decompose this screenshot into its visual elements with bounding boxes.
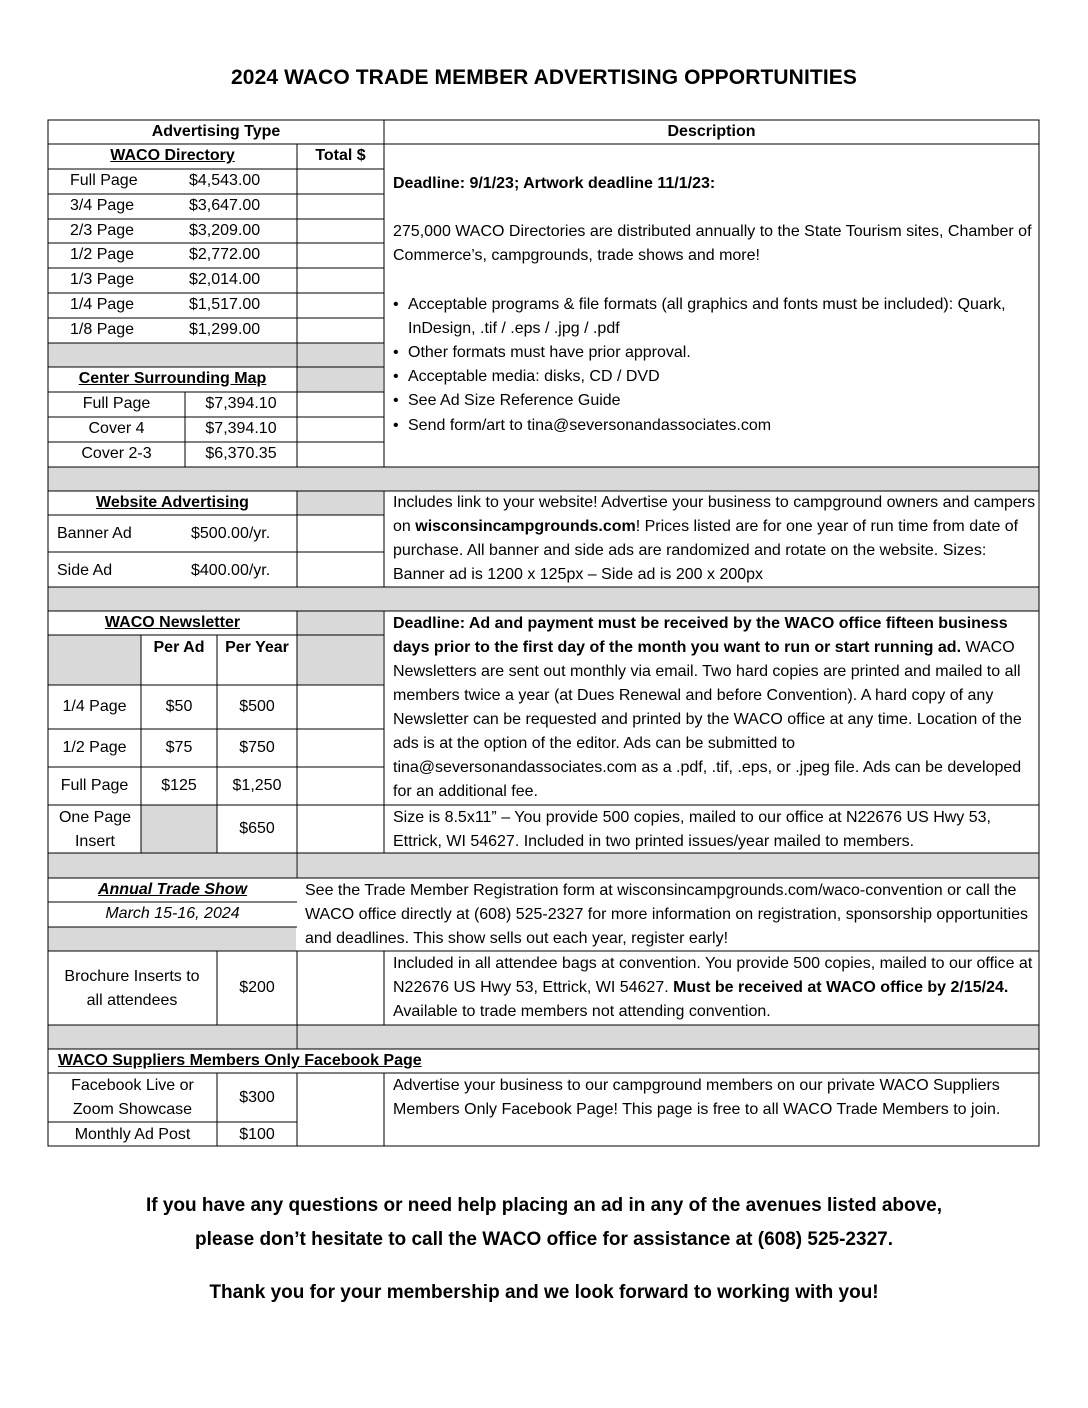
directory-row-price: $2,772.00 — [189, 246, 261, 263]
per-ad-header: Per Ad — [153, 639, 205, 656]
gray-filler — [48, 635, 141, 685]
map-row-label: Full Page — [82, 395, 151, 412]
directory-row-price: $4,543.00 — [189, 172, 261, 189]
section-separator — [48, 853, 296, 878]
trade-show-date: March 15-16, 2024 — [105, 905, 240, 922]
website-row-price: $400.00/yr. — [191, 562, 271, 579]
directory-row-label: 1/8 Page — [70, 321, 135, 338]
directory-bullet: • See Ad Size Reference Guide — [393, 389, 1037, 413]
directory-row-label: Full Page — [70, 172, 138, 189]
gray-filler — [48, 343, 296, 367]
map-row-price: $7,394.10 — [205, 395, 277, 412]
brochure-description: Included in all attendee bags at convention. You provide 500 copies, mailed to our office at N22676 US Hwy 53, Ettrick, WI 54627. Must be received at WACO office by 2/15/24. Available to trade members not attending convention. — [393, 955, 1033, 1020]
directory-bullet: • Other formats must have prior approval. — [393, 341, 1037, 365]
newsletter-row-label: 1/2 Page — [62, 739, 127, 756]
directory-row-price: $3,209.00 — [189, 222, 261, 239]
gray-filler — [297, 491, 383, 515]
directory-row-label: 1/4 Page — [70, 296, 135, 313]
trade-show-heading: Annual Trade Show — [97, 881, 248, 898]
facebook-row-price: $300 — [239, 1089, 275, 1106]
gray-filler — [48, 927, 296, 951]
map-row-label: Cover 4 — [88, 420, 145, 437]
footer-thanks: Thank you for your membership and we look forward to working with you! — [209, 1282, 879, 1303]
directory-deadline: Deadline: 9/1/23; Artwork deadline 11/1/23: — [393, 175, 716, 192]
directory-row-price: $2,014.00 — [189, 271, 261, 288]
directory-intro: 275,000 WACO Directories are distributed annually to the State Tourism sites, Chamber of Commerce’s, campgrounds, trade shows and more! — [393, 223, 1032, 265]
newsletter-per-year: $1,250 — [232, 777, 282, 794]
insert-description: Size is 8.5x11” – You provide 500 copies, mailed to our office at N22676 US Hwy 53, Ettrick, WI 54627. Included in two printed issues/year mailed to members. — [393, 809, 991, 850]
gray-filler — [297, 343, 383, 367]
section-separator — [48, 467, 1039, 491]
newsletter-per-year: $750 — [239, 739, 275, 756]
facebook-description: Advertise your business to our campground members on our private WACO Suppliers Members Only Facebook Page! This page is free to all WACO Trade Members to join. — [393, 1077, 1001, 1118]
facebook-row-price: $100 — [239, 1126, 275, 1143]
ad-type-header: Advertising Type — [151, 123, 281, 140]
map-row-label: Cover 2-3 — [81, 445, 152, 462]
newsletter-heading: WACO Newsletter — [104, 614, 241, 631]
map-row-price: $6,370.35 — [205, 445, 277, 462]
insert-label: One Page Insert — [58, 809, 132, 850]
directory-heading: WACO Directory — [110, 147, 235, 164]
per-year-header: Per Year — [225, 639, 289, 656]
directory-bullet: • Acceptable media: disks, CD / DVD — [393, 365, 1037, 389]
directory-row-price: $1,299.00 — [189, 321, 261, 338]
section-separator — [297, 853, 1039, 878]
gray-filler — [297, 635, 383, 685]
directory-description — [393, 172, 1037, 438]
website-heading: Website Advertising — [96, 494, 249, 511]
website-link[interactable]: wisconsincampgrounds.com — [415, 518, 636, 535]
newsletter-row-label: Full Page — [60, 777, 129, 794]
website-row-label: Banner Ad — [57, 525, 132, 542]
website-description: Includes link to your website! Advertise your business to campground owners and campers on wisconsincampgrounds.com! Prices listed are for one year of run time from date of purchase. All banner and side ads are randomized and rotate on the website. Sizes: Banner ad is 1200 x 125px – Side ad is 200 x 200px — [393, 494, 1036, 583]
directory-row-label: 3/4 Page — [70, 197, 135, 214]
footer-line: If you have any questions or need help placing an ad in any of the avenues listed above, — [145, 1195, 943, 1216]
facebook-row-label: Facebook Live or Zoom Showcase — [71, 1077, 194, 1118]
brochure-price: $200 — [239, 979, 275, 996]
brochure-label: Brochure Inserts to all attendees — [64, 968, 200, 1009]
website-row-price: $500.00/yr. — [191, 525, 271, 542]
directory-row-label: 2/3 Page — [70, 222, 135, 239]
gray-filler — [141, 805, 217, 853]
section-separator — [48, 587, 1039, 611]
facebook-row-label: Monthly Ad Post — [74, 1126, 191, 1143]
total-header: Total $ — [315, 147, 366, 164]
directory-bullet: • Acceptable programs & file formats (all graphics and fonts must be included): Quark, InDesign, .tif / .eps / .jpg / .pdf — [393, 293, 1037, 341]
newsletter-description: Deadline: Ad and payment must be received by the WACO office fifteen business days prior to the first day of the month you want to run or start running ad. WACO Newsletters are sent out monthly via email. Two hard copies are printed and mailed to all members twice a year (at Dues Renewal and before Convention). A hard copy of any Newsletter can be requested and printed by the WACO office at any time. Location of the ads is at the option of the editor. Ads can be submitted to tina@seversonandassociates.com as a .pdf, .tif, .eps, or .jpeg file. Ads can be developed for an additional fee. — [393, 615, 1022, 800]
newsletter-per-year: $500 — [239, 698, 275, 715]
newsletter-row-label: 1/4 Page — [62, 698, 127, 715]
directory-row-price: $1,517.00 — [189, 296, 261, 313]
page-title: 2024 WACO TRADE MEMBER ADVERTISING OPPORTUNITIES — [231, 66, 857, 89]
directory-row-price: $3,647.00 — [189, 197, 261, 214]
footer-line: please don’t hesitate to call the WACO office for assistance at (608) 525-2327. — [195, 1229, 893, 1250]
newsletter-per-ad: $50 — [165, 698, 193, 715]
section-separator — [297, 1025, 1039, 1049]
directory-row-label: 1/3 Page — [70, 271, 135, 288]
section-separator — [48, 1025, 296, 1049]
directory-row-label: 1/2 Page — [70, 246, 135, 263]
map-heading: Center Surrounding Map — [78, 370, 267, 387]
website-row-label: Side Ad — [57, 562, 113, 579]
newsletter-per-ad: $75 — [165, 739, 193, 756]
gray-filler — [297, 611, 383, 635]
gray-filler — [297, 367, 383, 392]
insert-price: $650 — [239, 820, 275, 837]
map-row-price: $7,394.10 — [205, 420, 277, 437]
facebook-heading: WACO Suppliers Members Only Facebook Page — [58, 1052, 422, 1069]
newsletter-per-ad: $125 — [161, 777, 197, 794]
directory-bullet: • Send form/art to tina@seversonandassociates.com — [393, 414, 1037, 438]
description-header: Description — [667, 123, 756, 140]
trade-show-description: See the Trade Member Registration form at wisconsincampgrounds.com/waco-convention or call the WACO office directly at (608) 525-2327 for more information on registration, sponsorship opportunities and deadlines. This show sells out each year, register early! — [305, 882, 1029, 947]
